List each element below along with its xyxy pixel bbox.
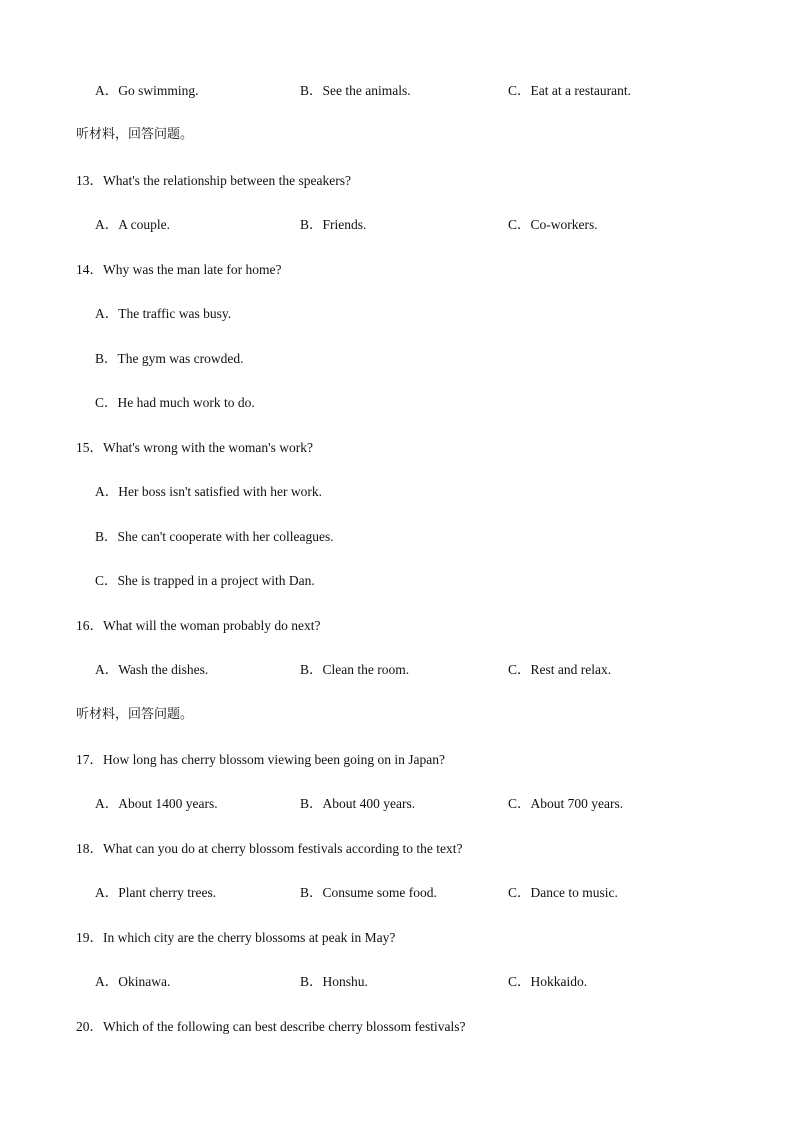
q12-option-a: A．Go swimming. [95,83,199,98]
q13-stem: 13．What's the relationship between the speakers? [76,173,351,188]
q19-option-a: A．Okinawa. [95,974,171,989]
q13-option-b: B．Friends. [300,217,367,232]
section-instruction: 听材料，回答问题。 [76,127,194,142]
q16-option-b: B．Clean the room. [300,662,410,677]
q15-option-c: C．She is trapped in a project with Dan. [95,573,315,588]
q13-option-a: A．A couple. [95,217,170,232]
q14-option-b: B．The gym was crowded. [95,351,244,366]
q15-stem: 15．What's wrong with the woman's work? [76,440,313,455]
q15-option-b: B．She can't cooperate with her colleagues. [95,529,334,544]
q18-stem: 18．What can you do at cherry blossom festivals according to the text? [76,841,463,856]
q18-option-c: C．Dance to music. [508,885,618,900]
q20-stem: 20．Which of the following can best describe cherry blossom festivals? [76,1019,466,1034]
q17-option-c: C．About 700 years. [508,796,624,811]
q14-option-c: C．He had much work to do. [95,395,255,410]
q19-option-c: C．Hokkaido. [508,974,588,989]
q16-option-a: A．Wash the dishes. [95,662,209,677]
section-instruction: 听材料，回答问题。 [76,707,194,722]
q16-stem: 16．What will the woman probably do next? [76,618,321,633]
q12-option-c: C．Eat at a restaurant. [508,83,631,98]
q17-option-b: B．About 400 years. [300,796,416,811]
q19-option-b: B．Honshu. [300,974,368,989]
q13-option-c: C．Co-workers. [508,217,598,232]
q16-option-c: C．Rest and relax. [508,662,612,677]
q17-option-a: A．About 1400 years. [95,796,218,811]
q14-stem: 14．Why was the man late for home? [76,262,282,277]
q18-option-a: A．Plant cherry trees. [95,885,217,900]
q14-option-a: A．The traffic was busy. [95,306,232,321]
q17-stem: 17．How long has cherry blossom viewing been going on in Japan? [76,752,445,767]
q18-option-b: B．Consume some food. [300,885,437,900]
q19-stem: 19．In which city are the cherry blossoms at peak in May? [76,930,396,945]
q12-option-b: B．See the animals. [300,83,411,98]
q15-option-a: A．Her boss isn't satisfied with her work. [95,484,323,499]
